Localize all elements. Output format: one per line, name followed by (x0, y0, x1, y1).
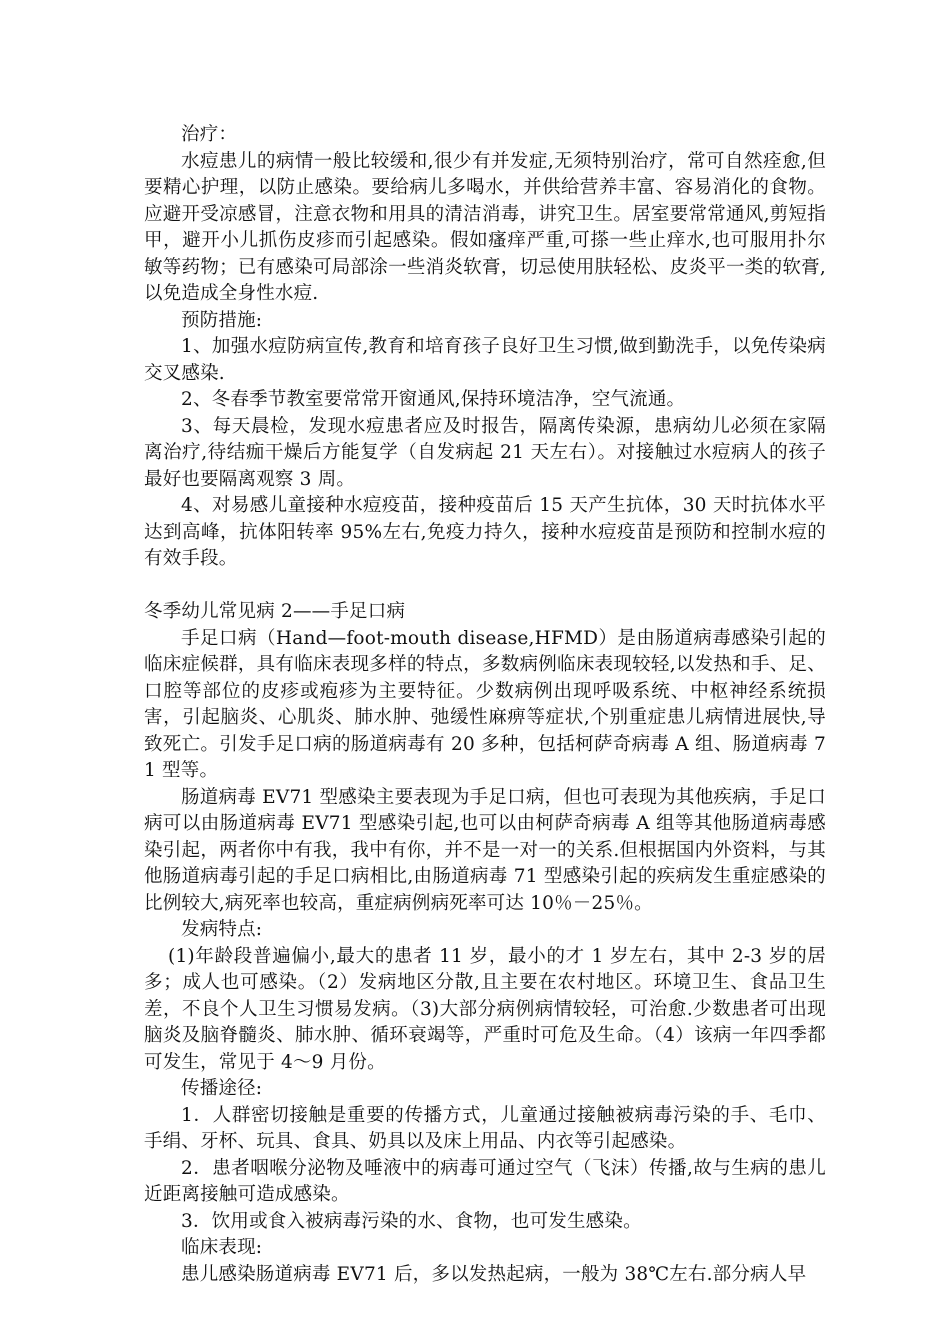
features-paragraph: (1)年龄段普遍偏小,最大的患者 11 岁，最小的才 1 岁左右，其中 2-3 岁的居多；成人也可感染。（2）发病地区分散,且主要在农村地区。环境卫生、食品卫生差，不良个人卫生习惯易发病。（3)大部分病例病情较轻，可治愈.少数患者可出现脑炎及脑脊髓炎、肺水肿、循环衰竭等，严重时可危及生命。（4）该病一年四季都可发生，常见于 4～9 月份。 (144, 945, 826, 1073)
section-title: 冬季幼儿常见病 2——手足口病 (144, 601, 406, 622)
prevention-item: 4、对易感儿童接种水痘疫苗，接种疫苗后 15 天产生抗体，30 天时抗体水平达到高峰，抗体阳转率 95%左右,免疫力持久，接种水痘疫苗是预防和控制水痘的有效手段。 (144, 495, 826, 569)
transmission-heading: 传播途径: (181, 1078, 263, 1099)
intro-paragraph: 手足口病（Hand—foot-mouth disease,HFMD）是由肠道病毒感染引起的临床症候群，具有临床表现多样的特点，多数病例临床表现较轻,以发热和手、足、口腔等部位的皮疹或疱疹为主要特征。少数病例出现呼吸系统、中枢神经系统损害，引起脑炎、心肌炎、肺水肿、弛缓性麻痹等症状,个别重症患儿病情进展快,导致死亡。引发手足口病的肠道病毒有 20 多种，包括柯萨奇病毒 A 组、肠道病毒 71 型等。 (144, 627, 826, 781)
prevention-heading: 预防措施: (181, 309, 263, 331)
treatment-paragraph: 水痘患儿的病情一般比较缓和,很少有并发症,无须特别治疗，常可自然痊愈,但要精心护理，以防止感染。要给病儿多喝水，并供给营养丰富、容易消化的食物。应避开受凉感冒，注意衣物和用具的清洁消毒，讲究卫生。居室要常常通风,剪短指甲，避开小儿抓伤皮疹而引起感染。假如瘙痒严重,可搽一些止痒水,也可服用扑尔敏等药物；已有感染可局部涂一些消炎软膏，切忌使用肤轻松、皮炎平一类的软膏,以免造成全身性水痘. (144, 150, 826, 304)
transmission-item: 3．饮用或食入被病毒污染的水、食物，也可发生感染。 (181, 1210, 642, 1232)
document-body (144, 122, 826, 1288)
features-heading: 发病特点: (181, 919, 263, 940)
prevention-item: 2、冬春季节教室要常常开窗通风,保持环境洁净，空气流通。 (181, 389, 686, 410)
clinical-paragraph: 患儿感染肠道病毒 EV71 后，多以发热起病，一般为 38℃左右.部分病人早 (181, 1263, 807, 1285)
transmission-item: 2．患者咽喉分泌物及唾液中的病毒可通过空气（飞沫）传播,故与生病的患儿近距离接触可造成感染。 (144, 1157, 826, 1205)
prevention-item: 3、每天晨检，发现水痘患者应及时报告，隔离传染源，患病幼儿必须在家隔离治疗,待结痂干燥后方能复学（自发病起 21 天左右）。对接触过水痘病人的孩子最好也要隔离观察 3 周。 (144, 415, 826, 490)
section-spacer (144, 573, 826, 600)
transmission-item: 1．人群密切接触是重要的传播方式，儿童通过接触被病毒污染的手、毛巾、手绢、牙杯、玩具、食具、奶具以及床上用品、内衣等引起感染。 (144, 1104, 826, 1152)
intro-paragraph: 肠道病毒 EV71 型感染主要表现为手足口病，但也可表现为其他疾病，手足口病可以由肠道病毒 EV71 型感染引起,也可以由柯萨奇病毒 A 组等其他肠道病毒感染引起，两者你中有我，我中有你，并不是一对一的关系.但根据国内外资料，与其他肠道病毒引起的手足口病相比,由肠道病毒 71 型感染引起的疾病发生重症感染的比例较大,病死率也较高，重症病例病死率可达 10％－25％。 (144, 786, 826, 914)
treatment-heading: 治疗： (181, 124, 238, 145)
clinical-heading: 临床表现: (181, 1237, 263, 1258)
prevention-item: 1、加强水痘防病宣传,教育和培育孩子良好卫生习惯,做到勤洗手，以免传染病交叉感染. (144, 336, 826, 384)
